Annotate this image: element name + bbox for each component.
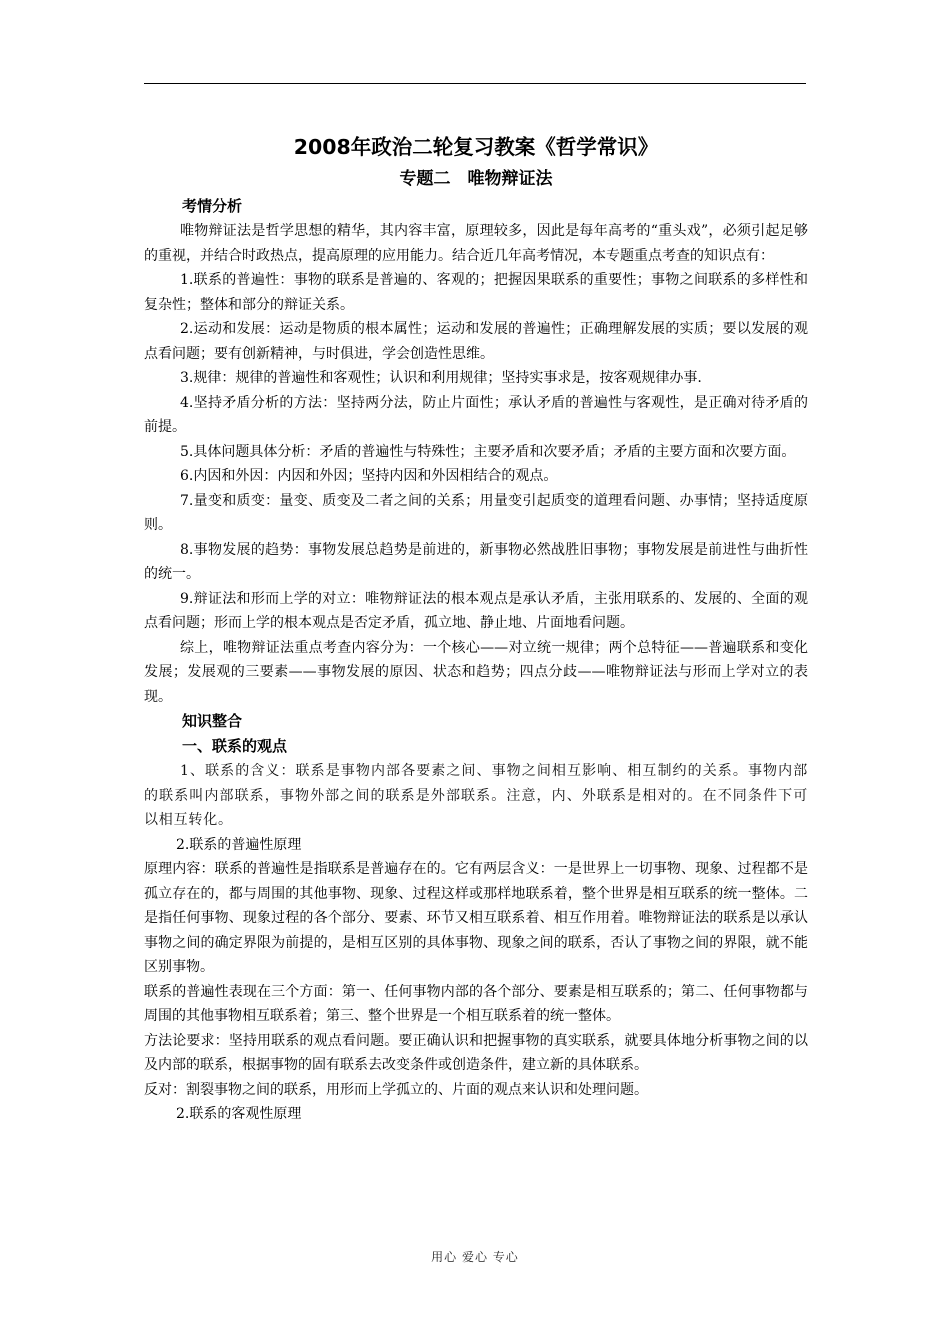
intro-paragraph: 唯物辩证法是哲学思想的精华，其内容丰富，原理较多，因此是每年高考的“重头戏”，必须引起足够的重视，并结合时政热点，提高原理的应用能力。结合近几年高考情况，本专题重点考查的知识点有：: [144, 223, 808, 264]
section-heading-analysis: 考情分析: [182, 197, 243, 215]
summary-paragraph: 综上，唯物辩证法重点考查内容分为：一个核心——对立统一规律；两个总特征——普遍联系和变化发展；发展观的三要素——事物发展的原因、状态和趋势；四点分歧——唯物辩证法与形而上学对立的表现。: [144, 639, 808, 705]
document-body: [144, 130, 808, 1127]
subsection-heading-connection: 一、联系的观点: [182, 737, 288, 755]
point-7: 7.量变和质变：量变、质变及二者之间的关系；用量变引起质变的道理看问题、办事情；坚持适度原则。: [144, 492, 808, 533]
principle-paragraph: 原理内容：联系的普遍性是指联系是普遍存在的。它有两层含义：一是世界上一切事物、现象、过程都不是孤立存在的，都与周围的其他事物、现象、过程这样或那样地联系着，整个世界是相互联系的统一整体。二是指任何事物、现象过程的各个部分、要素、环节又相互联系着、相互作用着。唯物辩证法的联系是以承认事物之间的确定界限为前提的，是相互区别的具体事物、现象之间的联系，否认了事物之间的界限，就不能区别事物。: [144, 861, 808, 975]
item-universality-title: 2.联系的普遍性原理: [176, 836, 302, 853]
point-5: 5.具体问题具体分析：矛盾的普遍性与特殊性；主要矛盾和次要矛盾；矛盾的主要方面和次要方面。: [180, 443, 796, 460]
header-rule: [144, 83, 806, 84]
document-subtitle: 专题二 唯物辩证法: [399, 169, 553, 189]
point-9: 9.辩证法和形而上学的对立：唯物辩证法的根本观点是承认矛盾，主张用联系的、发展的、全面的观点看问题；形而上学的根本观点是否定矛盾，孤立地、静止地、片面地看问题。: [144, 590, 808, 631]
point-1: 1.联系的普遍性：事物的联系是普遍的、客观的；把握因果联系的重要性；事物之间联系的多样性和复杂性；整体和部分的辩证关系。: [144, 272, 808, 313]
point-4: 4.坚持矛盾分析的方法：坚持两分法，防止片面性；承认矛盾的普遍性与客观性，是正确对待矛盾的前提。: [144, 394, 808, 435]
point-8: 8.事物发展的趋势：事物发展总趋势是前进的，新事物必然战胜旧事物；事物发展是前进性与曲折性的统一。: [144, 541, 808, 582]
point-3: 3.规律：规律的普遍性和客观性；认识和利用规律；坚持实事求是，按客观规律办事.: [180, 370, 702, 386]
definition-paragraph: 1、联系的含义：联系是事物内部各要素之间、事物之间相互影响、相互制约的关系。事物内部的联系叫内部联系，事物外部之间的联系是外部联系。注意，内、外联系是相对的。在不同条件下可以相互转化。: [144, 763, 808, 828]
point-2: 2.运动和发展：运动是物质的根本属性；运动和发展的普遍性；正确理解发展的实质；要以发展的观点看问题；要有创新精神，与时俱进，学会创造性思维。: [144, 321, 808, 362]
oppose-paragraph: 反对：割裂事物之间的联系，用形而上学孤立的、片面的观点来认识和处理问题。: [144, 1081, 648, 1098]
point-6: 6.内因和外因：内因和外因；坚持内因和外因相结合的观点。: [180, 468, 558, 484]
methodology-paragraph: 方法论要求：坚持用联系的观点看问题。要正确认识和把握事物的真实联系，就要具体地分析事物之间的以及内部的联系，根据事物的固有联系去改变条件或创造条件，建立新的具体联系。: [144, 1032, 808, 1073]
section-heading-knowledge: 知识整合: [182, 712, 243, 730]
item-objectivity-title: 2.联系的客观性原理: [176, 1106, 302, 1122]
page-footer: 用心 爱心 专心: [431, 1250, 519, 1264]
document-title: 2008年政治二轮复习教案《哲学常识》: [293, 135, 659, 159]
manifestation-paragraph: 联系的普遍性表现在三个方面：第一、任何事物内部的各个部分、要素是相互联系的；第二、任何事物都与周围的其他事物相互联系着；第三、整个世界是一个相互联系着的统一整体。: [144, 983, 808, 1024]
